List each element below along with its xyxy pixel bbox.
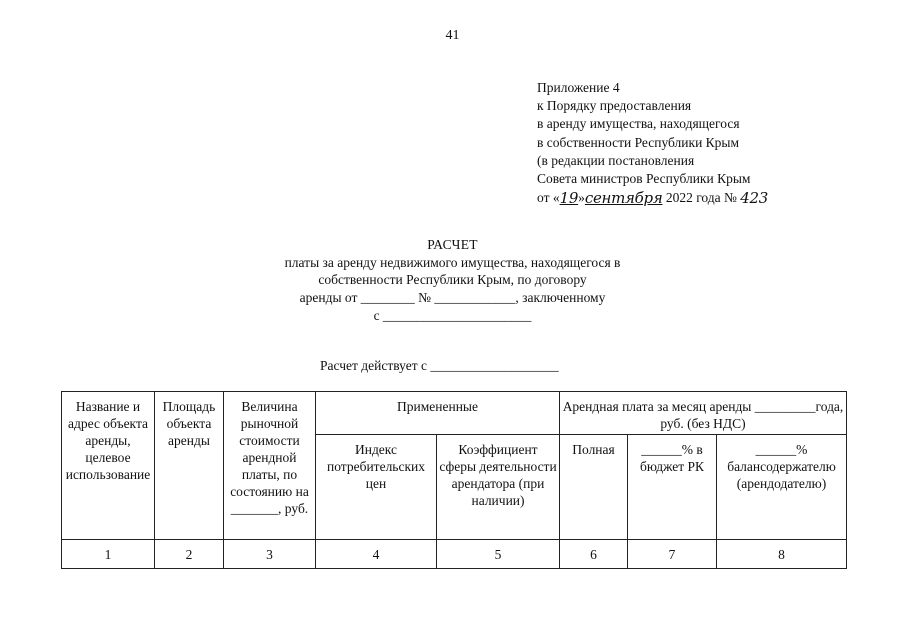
appendix-date-line — [537, 188, 768, 207]
appendix-line: (в редакции постановления — [537, 152, 695, 168]
appendix-line: Совета министров Республики Крым — [537, 171, 751, 187]
page-number: 41 — [445, 28, 460, 43]
header-price-index: Индекс потребительских цен — [316, 435, 437, 540]
column-number: 4 — [316, 540, 437, 569]
appendix-line: Приложение 4 — [537, 80, 620, 95]
header-area: Площадь объекта аренды — [155, 392, 224, 540]
title-line: аренды от ________ № ____________, заключенному — [299, 290, 606, 306]
table-header-row — [62, 392, 847, 435]
date-suffix: 2022 года № — [662, 190, 741, 206]
header-object-name: Название и адрес объекта аренды, целевое использование — [62, 392, 155, 540]
header-market-value: Величина рыночной стоимости арендной платы, по состоянию на _______, руб. — [224, 392, 316, 540]
handwritten-month: сентября — [584, 189, 663, 208]
header-applied: Примененные — [316, 392, 560, 435]
date-mid: » — [578, 190, 585, 206]
column-number: 7 — [628, 540, 717, 569]
title-line: собственности Республики Крым, по договору — [318, 272, 587, 288]
handwritten-decree-number: 423 — [740, 189, 769, 208]
appendix-line: к Порядку предоставления — [537, 98, 692, 114]
handwritten-day: 19 — [559, 189, 579, 208]
column-number: 2 — [155, 540, 224, 569]
column-number: 5 — [437, 540, 560, 569]
column-number: 6 — [560, 540, 628, 569]
appendix-line: в аренду имущества, находящегося — [537, 116, 740, 132]
appendix-line: в собственности Республики Крым — [537, 134, 740, 150]
appendix-block — [537, 79, 768, 207]
title-line: платы за аренду недвижимого имущества, находящегося в — [284, 254, 621, 270]
header-monthly-rent: Арендная плата за месяц аренды _________года, руб. (без НДС) — [560, 392, 847, 435]
column-number: 3 — [224, 540, 316, 569]
header-budget-share: ______% в бюджет РК — [628, 435, 717, 540]
column-number: 8 — [717, 540, 847, 569]
title-block — [0, 236, 905, 325]
title-line: с ______________________ — [373, 307, 532, 323]
header-activity-coefficient: Коэффициент сферы деятельности арендатора (при наличии) — [437, 435, 560, 540]
validity-line: Расчет действует с ___________________ — [320, 358, 559, 373]
header-full: Полная — [560, 435, 628, 540]
table-row — [62, 540, 847, 569]
document-title: РАСЧЕТ — [427, 237, 478, 252]
calculation-table — [61, 391, 847, 569]
column-number: 1 — [62, 540, 155, 569]
header-holder-share: ______% балансодержателю (арендодателю) — [717, 435, 847, 540]
date-prefix: от « — [537, 190, 560, 206]
